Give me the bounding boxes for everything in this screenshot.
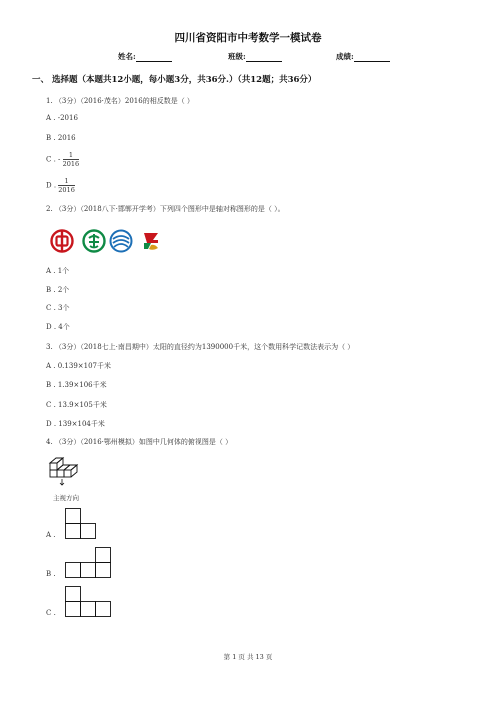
class-field bbox=[228, 51, 282, 62]
class-label: 班级: bbox=[228, 52, 246, 61]
question-1-option-d bbox=[46, 177, 75, 194]
question-1-option-c bbox=[46, 151, 79, 168]
question-4-option-b: B . bbox=[46, 570, 56, 578]
question-2-option-b: B . 2个 bbox=[46, 286, 70, 294]
question-3-option-a: A . 0.139×107千米 bbox=[46, 362, 111, 370]
question-3-stem: 3. （3分）（2018七上·南昌期中）太阳的直径约为1390000千米，这个数用科学记数法表示为（ ） bbox=[46, 343, 355, 351]
question-1-option-a: A . -2016 bbox=[46, 114, 78, 122]
option-d-prefix: D . bbox=[46, 181, 57, 190]
name-blank bbox=[136, 53, 172, 62]
numerator: 1 bbox=[58, 177, 75, 186]
option-c-figure-icon bbox=[65, 586, 115, 618]
numerator: 1 bbox=[63, 151, 80, 160]
section-heading: 一、 选择题（本题共12小题，每小题3分，共36分.）（共12题；共36分） bbox=[32, 75, 317, 85]
question-2-stem: 2. （3分）（2018八下·邯郸开学考）下列四个图形中是轴对称图形的是（ ）。 bbox=[46, 205, 285, 213]
solid-figure-icon bbox=[48, 457, 98, 493]
name-label: 姓名: bbox=[118, 52, 136, 61]
option-b-figure-icon bbox=[65, 547, 115, 579]
question-3-option-c: C . 13.9×105千米 bbox=[46, 401, 107, 409]
question-4-option-c: C . bbox=[46, 609, 56, 617]
agricultural-bank-logo-icon bbox=[82, 229, 106, 253]
denominator: 2016 bbox=[62, 160, 80, 168]
fraction bbox=[63, 151, 80, 168]
score-field bbox=[336, 51, 390, 62]
question-4-option-a: A . bbox=[46, 531, 56, 539]
viewing-direction-label: 主视方向 bbox=[53, 494, 79, 502]
name-field bbox=[118, 51, 172, 62]
option-c-prefix: C . - bbox=[46, 155, 61, 164]
fraction bbox=[58, 177, 75, 194]
score-label: 成绩: bbox=[336, 52, 354, 61]
china-construction-bank-logo-icon bbox=[139, 229, 163, 253]
question-2-option-c: C . 3个 bbox=[46, 304, 70, 312]
china-mobile-logo-icon bbox=[109, 229, 133, 253]
document-title: 四川省资阳市中考数学一模试卷 bbox=[174, 32, 322, 44]
class-blank bbox=[246, 53, 282, 62]
denominator: 2016 bbox=[58, 186, 75, 194]
option-a-figure-icon bbox=[65, 508, 99, 540]
question-1-stem: 1. （3分）（2016·茂名）2016的相反数是（ ） bbox=[46, 97, 194, 105]
question-3-option-b: B . 1.39×106千米 bbox=[46, 381, 107, 389]
question-1-option-b: B . 2016 bbox=[46, 134, 76, 142]
question-4-stem: 4. （3分）（2016·鄂州模拟）如图中几何体的俯视图是（ ） bbox=[46, 438, 233, 446]
question-3-option-d: D . 139×104千米 bbox=[46, 420, 105, 428]
question-2-option-a: A . 1个 bbox=[46, 267, 70, 275]
page-footer: 第 1 页 共 13 页 bbox=[223, 653, 273, 661]
bank-of-china-logo-icon bbox=[50, 229, 74, 253]
question-2-option-d: D . 4个 bbox=[46, 323, 70, 331]
score-blank bbox=[354, 53, 390, 62]
